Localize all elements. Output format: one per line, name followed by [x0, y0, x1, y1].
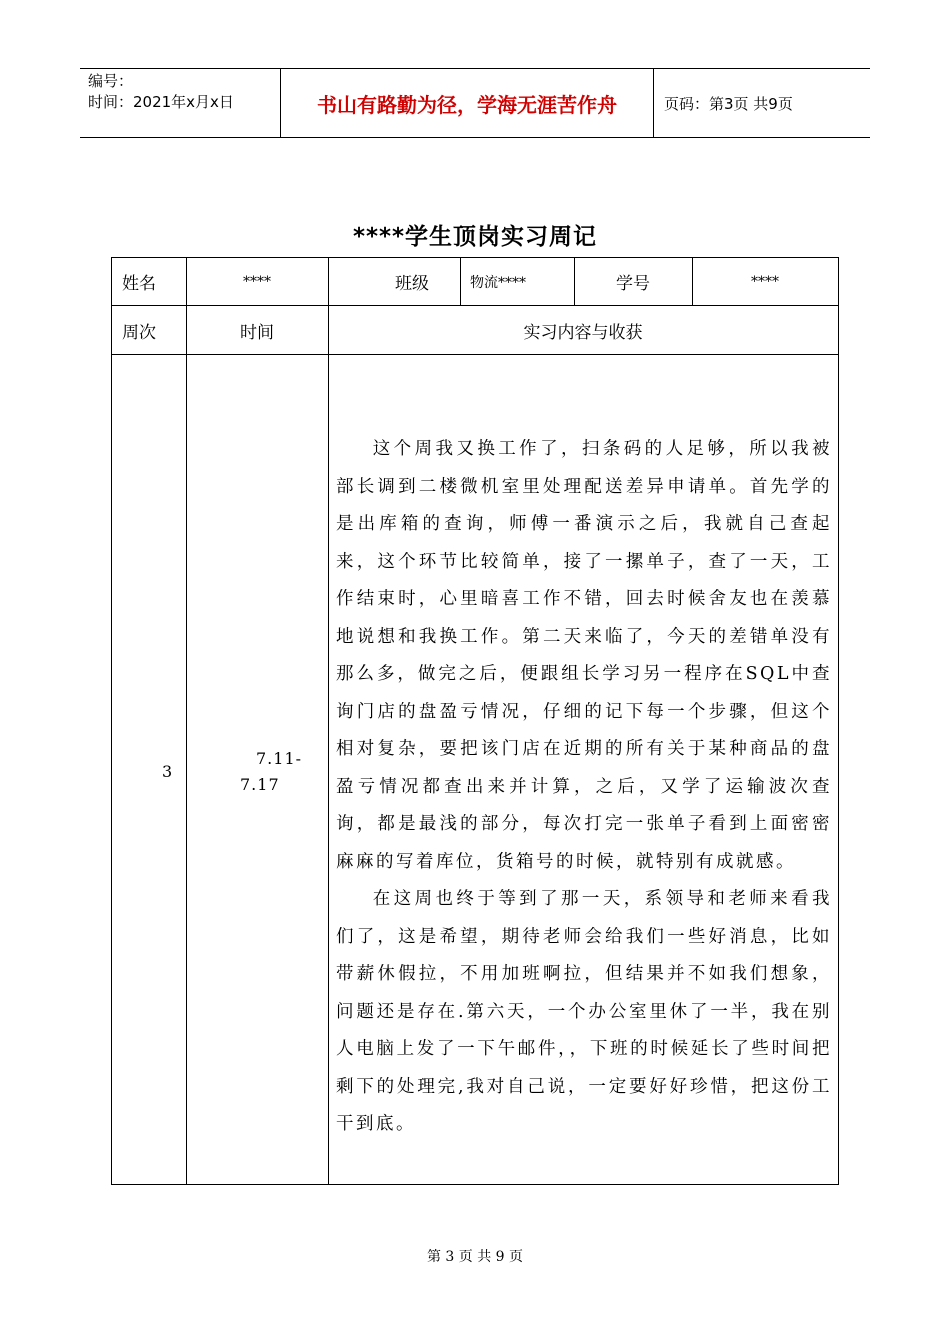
- time-start: 7.11-: [256, 749, 303, 768]
- header-meta: [80, 69, 281, 137]
- name-label: 姓名: [122, 274, 156, 294]
- journal-body: [336, 431, 832, 1144]
- time-label: 时间: [240, 322, 274, 343]
- header-motto: 书山有路勤为径，学海无涯苦作舟: [281, 69, 654, 137]
- content-label: 实习内容与收获: [523, 322, 643, 343]
- column-header-row: [112, 306, 838, 355]
- week-value: 3: [162, 762, 173, 781]
- id-value: ****: [751, 273, 779, 290]
- name-value: ****: [243, 273, 271, 290]
- paragraph-1: 这个周我又换工作了，扫条码的人足够，所以我被部长调到二楼微机室里处理配送差异申请单。首先学的是出库箱的查询，师傅一番演示之后，我就自己查起来，这个环节比较简单，接了一摞单子，查了一天，工作结束时，心里暗喜工作不错，回去时候舍友也在羡慕地说想和我换工作。第二天来临了，今天的差错单没有那么多，做完之后，便跟组长学习另一程序在SQL中查询门店的盘盈亏情况，仔细的记下每一个步骤，但这个相对复杂，要把该门店在近期的所有关于某种商品的盘盈亏情况都查出来并计算，之后，又学了运输波次查询，都是最浅的部分，每次打完一张单子看到上面密密麻麻的写着库位，货箱号的时候，就特别有成就感。: [336, 439, 832, 872]
- time-end: 7.17: [240, 775, 280, 794]
- page-footer: 第 3 页 共 9 页: [426, 1249, 524, 1265]
- page-header: [80, 68, 870, 138]
- paragraph-2: 在这周也终于等到了那一天，系领导和老师来看我们了，这是希望，期待老师会给我们一些好消息，比如带薪休假拉，不用加班啊拉，但结果并不如我们想象，问题还是存在.第六天，一个办公室里休了一半，我在别人电脑上发了一下午邮件，，下班的时候延长了些时间把剩下的处理完,我对自己说，一定要好好珍惜，把这份工干到底。: [336, 889, 832, 1134]
- header-page-number: 页码：第3页 共9页: [664, 94, 793, 113]
- class-label: 班级: [395, 274, 429, 294]
- week-label: 周次: [122, 322, 156, 343]
- id-label: 学号: [616, 274, 650, 294]
- class-value: 物流****: [470, 274, 526, 291]
- document-title: ****学生顶岗实习周记: [352, 224, 598, 250]
- info-row: [112, 258, 838, 306]
- date-label: 时间：2021年x月x日: [88, 93, 234, 111]
- journal-table: [111, 257, 839, 1185]
- time-value: [240, 746, 302, 798]
- code-label: 编号：: [88, 72, 134, 90]
